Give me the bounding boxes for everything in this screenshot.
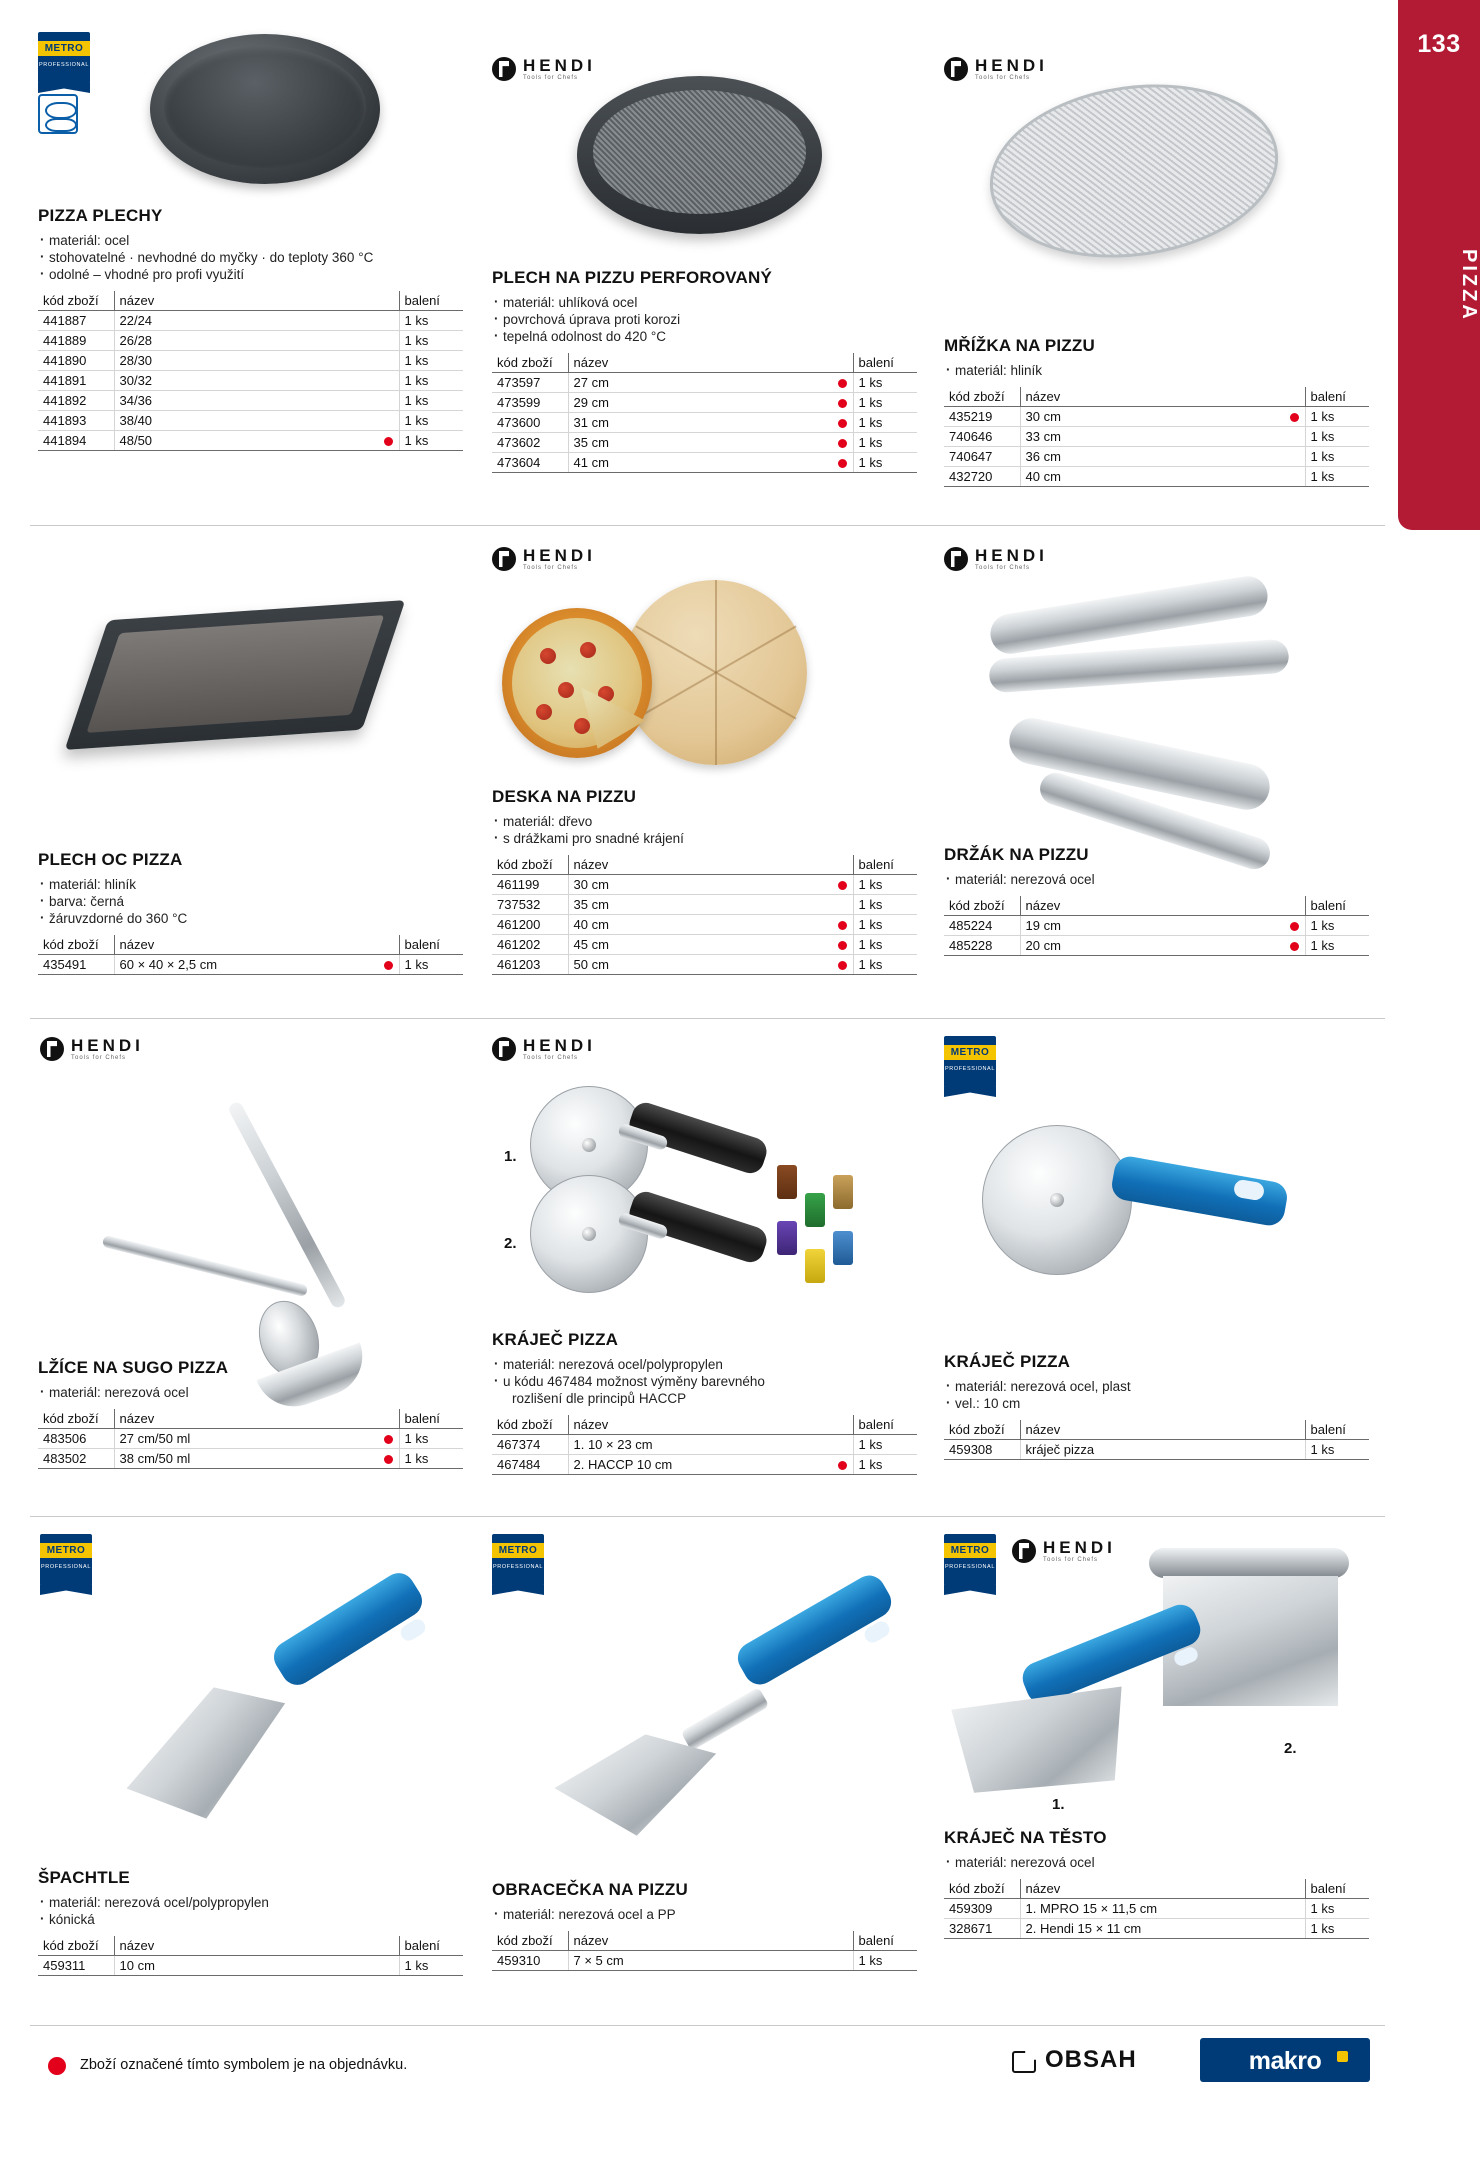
table-row: 461200 40 cm 1 ks [492,915,917,935]
table-row: 740646 33 cm 1 ks [944,427,1369,447]
pizza-image [502,608,652,758]
bullet: · materiál: nerezová ocel [38,1384,468,1401]
product-bullets [38,1384,468,1401]
product-title: PLECH OC PIZZA [38,850,183,869]
divider [30,1018,1385,1019]
th-pack: balení [399,1936,463,1956]
th-code: kód zboží [492,1415,568,1435]
th-pack: balení [1305,896,1369,916]
order-marker-icon [1290,413,1299,422]
hendi-logo-sub: Tools for Chefs [975,74,1031,81]
product-card-krajec-hendi [482,1030,934,1510]
product-table [492,353,917,473]
product-grid [30,16,1385,484]
product-title: KRÁJEČ PIZZA [492,1330,619,1349]
turner-image [502,1588,902,1848]
hendi-mark-icon [492,57,516,81]
table-row: 461202 45 cm 1 ks [492,935,917,955]
table-row: 467484 2. HACCP 10 cm 1 ks [492,1455,917,1475]
hendi-logo [944,546,1048,572]
image-marker-2: 2. [1284,1740,1297,1757]
order-marker-icon [384,1435,393,1444]
table-row: 461203 50 cm 1 ks [492,955,917,975]
table-row: 459311 10 cm 1 ks [38,1956,463,1976]
product-bullets [38,1894,468,1928]
table-row: 435491 60 × 40 × 2,5 cm 1 ks [38,955,463,975]
table-row: 473600 31 cm 1 ks [492,413,917,433]
th-code: kód zboží [38,1409,114,1429]
th-code: kód zboží [492,353,568,373]
order-marker-icon [838,399,847,408]
product-table [38,1409,463,1469]
bullet: · barva: černá [38,893,468,910]
bullet: · materiál: nerezová ocel/polypropylen [492,1356,922,1373]
table-row: 441891 30/32 1 ks [38,371,463,391]
metro-professional-logo [944,1036,996,1088]
th-name: název [568,1931,853,1951]
product-row-4 [30,1528,1385,2018]
hendi-logo-sub: Tools for Chefs [523,74,579,81]
bullet: · s drážkami pro snadné krájení [492,830,922,847]
bullet: · materiál: nerezová ocel a PP [492,1906,922,1923]
metro-logo-line2: PROFESSIONAL [493,1564,543,1570]
pizza-screen-image [989,86,1279,256]
metro-logo-line1: METRO [944,1045,996,1060]
table-row: 441894 48/50 1 ks [38,431,463,451]
back-to-contents-icon [1010,2047,1036,2073]
bullet: · žáruvzdorné do 360 °C [38,910,468,927]
th-name: název [114,935,399,955]
product-bullets [944,362,1374,379]
table-row: 435219 30 cm 1 ks [944,407,1369,427]
th-code: kód zboží [492,855,568,875]
th-pack: balení [853,855,917,875]
product-bullets [38,232,468,283]
product-row-1 [30,16,1385,484]
hendi-logo-word: HENDI [523,1035,596,1055]
product-bullets [492,294,922,345]
order-marker-icon [838,419,847,428]
product-title: PLECH NA PIZZU PERFOROVANÝ [492,268,773,287]
dough-cutter-1-image [959,1633,1204,1801]
th-code: kód zboží [944,896,1020,916]
baking-tray-image [90,610,380,740]
hendi-mark-icon [40,1037,64,1061]
th-name: název [1020,1420,1305,1440]
product-bullets [492,813,922,847]
table-row: 473602 35 cm 1 ks [492,433,917,453]
th-code: kód zboží [944,1420,1020,1440]
hendi-mark-icon [492,1037,516,1061]
metro-logo-line1: METRO [38,41,90,56]
footer-divider [30,2025,1385,2026]
product-bullets [38,876,468,927]
obsah-link[interactable] [1010,2046,1137,2074]
product-card-spachtle [30,1528,482,2018]
perforated-pizza-pan-image [577,76,822,234]
order-marker-icon [838,459,847,468]
metro-professional-logo [40,1534,92,1586]
product-title: KRÁJEČ PIZZA [944,1352,1071,1371]
product-card-pizza-plechy [30,16,482,448]
order-marker-icon [384,961,393,970]
table-row: 328671 2. Hendi 15 × 11 cm 1 ks [944,1919,1369,1939]
metro-logo-line1: METRO [40,1543,92,1558]
hendi-logo-sub: Tools for Chefs [975,564,1031,571]
table-row: 441887 22/24 1 ks [38,311,463,331]
product-bullets [492,1906,922,1923]
th-name: název [568,353,853,373]
bullet: · materiál: ocel [38,232,468,249]
th-code: kód zboží [944,1879,1020,1899]
product-table [38,291,463,451]
product-title: PIZZA PLECHY [38,206,163,225]
th-pack: balení [399,935,463,955]
product-bullets [944,1378,1374,1412]
table-row: 441889 26/28 1 ks [38,331,463,351]
image-marker-1: 1. [1052,1796,1065,1813]
product-card-krajec-metro [934,1030,1385,1510]
bullet: · materiál: uhlíková ocel [492,294,922,311]
th-code: kód zboží [492,1931,568,1951]
makro-logo-accent [1337,2051,1348,2062]
bullet: · materiál: nerezová ocel [944,1854,1374,1871]
th-pack: balení [399,1409,463,1429]
th-name: název [114,291,399,311]
bullet: · kónická [38,1911,468,1928]
metro-logo-line2: PROFESSIONAL [39,62,89,68]
hendi-mark-icon [492,547,516,571]
product-title: ŠPACHTLE [38,1868,130,1887]
hendi-logo-word: HENDI [71,1035,144,1055]
page-number: 133 [1417,30,1461,58]
product-title: LŽÍCE NA SUGO PIZZA [38,1358,229,1377]
product-table [492,1931,917,1971]
bullet: · materiál: nerezová ocel [944,871,1374,888]
hendi-logo [40,1036,144,1062]
th-name: název [114,1409,399,1429]
product-card-mrizka [934,16,1385,484]
th-pack: balení [1305,1420,1369,1440]
hendi-logo [492,1036,596,1062]
bullet: · materiál: nerezová ocel, plast [944,1378,1374,1395]
order-marker-icon [838,881,847,890]
order-marker-icon [1290,942,1299,951]
sauce-ladle-image [110,1090,370,1400]
metro-logo-line1: METRO [944,1543,996,1558]
page-side-tab [1398,0,1480,530]
product-title: OBRACEČKA NA PIZZU [492,1880,688,1899]
product-card-lzice [30,1030,482,1510]
product-table [38,1936,463,1976]
product-table [492,1415,917,1475]
order-marker-icon [838,439,847,448]
hendi-logo-word: HENDI [975,55,1048,75]
product-bullets [944,1854,1374,1871]
bullet: · povrchová úprava proti korozi [492,311,922,328]
product-card-krajec-testo [934,1528,1385,2018]
hendi-logo-word: HENDI [1043,1537,1116,1557]
th-code: kód zboží [944,387,1020,407]
pizza-pan-image [150,34,380,184]
table-row: 473599 29 cm 1 ks [492,393,917,413]
order-marker-icon [384,1455,393,1464]
product-title: DRŽÁK NA PIZZU [944,845,1089,864]
table-row: 473597 27 cm 1 ks [492,373,917,393]
th-name: název [1020,1879,1305,1899]
order-marker-icon [1290,922,1299,931]
order-marker-legend-text: Zboží označené tímto symbolem je na objednávku. [80,2057,408,2073]
table-row: 441890 28/30 1 ks [38,351,463,371]
hendi-mark-icon [944,57,968,81]
product-title: MŘÍŽKA NA PIZZU [944,336,1095,355]
section-label: PIZZA [1458,248,1480,322]
hendi-mark-icon [944,547,968,571]
th-code: kód zboží [38,935,114,955]
table-row: 441893 38/40 1 ks [38,411,463,431]
th-code: kód zboží [38,1936,114,1956]
makro-logo [1200,2038,1370,2082]
pizza-cutter-2-image [530,1175,648,1293]
hendi-logo [492,546,596,572]
order-marker-icon [384,437,393,446]
th-pack: balení [853,353,917,373]
table-row: 467374 1. 10 × 23 cm 1 ks [492,1435,917,1455]
metro-logo-line2: PROFESSIONAL [41,1564,91,1570]
divider [30,525,1385,526]
table-row: 459309 1. MPRO 15 × 11,5 cm 1 ks [944,1899,1369,1919]
bullet: · materiál: nerezová ocel/polypropylen [38,1894,468,1911]
metro-professional-logo [492,1534,544,1586]
product-card-deska [482,540,934,1010]
pizza-holder-image [989,595,1289,837]
table-row: 483502 38 cm/50 ml 1 ks [38,1449,463,1469]
product-table [944,387,1369,487]
dishwasher-icon [38,94,78,134]
bullet: · vel.: 10 cm [944,1395,1374,1412]
product-row-2 [30,540,1385,1010]
th-pack: balení [853,1931,917,1951]
product-card-obracecka [482,1528,934,2018]
order-marker-icon [838,941,847,950]
hendi-logo-word: HENDI [975,545,1048,565]
image-marker-2: 2. [504,1235,517,1252]
makro-logo-text: makro [1248,2047,1322,2075]
product-bullets [944,871,1374,888]
table-row: 485228 20 cm 1 ks [944,936,1369,956]
hendi-logo-word: HENDI [523,55,596,75]
product-table [492,855,917,975]
metro-logo-line2: PROFESSIONAL [945,1564,995,1570]
table-row: 485224 19 cm 1 ks [944,916,1369,936]
bullet: · materiál: hliník [944,362,1374,379]
th-name: název [1020,387,1305,407]
bullet: · materiál: dřevo [492,813,922,830]
th-pack: balení [399,291,463,311]
hendi-logo-sub: Tools for Chefs [523,1054,579,1061]
hendi-logo-sub: Tools for Chefs [71,1054,127,1061]
th-name: název [114,1936,399,1956]
product-table [944,1879,1369,1939]
table-row: 441892 34/36 1 ks [38,391,463,411]
metro-professional-logo [944,1534,996,1586]
product-card-drzak [934,540,1385,1010]
table-row: 459310 7 × 5 cm 1 ks [492,1951,917,1971]
th-pack: balení [853,1415,917,1435]
metro-professional-logo [38,32,90,84]
product-row-3 [30,1030,1385,1510]
table-row: 432720 40 cm 1 ks [944,467,1369,487]
table-row: 473604 41 cm 1 ks [492,453,917,473]
bullet: rozlišení dle principů HACCP [512,1391,687,1406]
product-card-plech-oc [30,540,482,1010]
bullet: · tepelná odolnost do 420 °C [492,328,922,345]
bullet: · materiál: hliník [38,876,468,893]
divider [30,1516,1385,1517]
th-name: název [568,855,853,875]
order-marker-legend-icon [48,2057,66,2075]
hendi-logo-sub: Tools for Chefs [1043,1556,1099,1563]
th-pack: balení [1305,1879,1369,1899]
product-table [944,1420,1369,1460]
pizza-cutter-metro-image [982,1125,1132,1275]
table-row: 737532 35 cm 1 ks [492,895,917,915]
table-row: 459308 kráječ pizza 1 ks [944,1440,1369,1460]
product-table [944,896,1369,956]
metro-logo-line1: METRO [492,1543,544,1558]
th-name: název [1020,896,1305,916]
product-card-plech-perforovany [482,16,934,470]
order-marker-icon [838,379,847,388]
table-row: 483506 27 cm/50 ml 1 ks [38,1429,463,1449]
hendi-logo [944,56,1048,82]
order-marker-icon [838,921,847,930]
th-name: název [568,1415,853,1435]
product-title: DESKA NA PIZZU [492,787,637,806]
bullet: · u kódu 467484 možnost výměny barevného [492,1373,922,1390]
th-code: kód zboží [38,291,114,311]
hendi-mark-icon [1012,1539,1036,1563]
product-table [38,935,463,975]
hendi-logo [1012,1538,1116,1564]
obsah-label: OBSAH [1045,2046,1137,2073]
metro-logo-line2: PROFESSIONAL [945,1066,995,1072]
bullet: · stohovatelné · nevhodné do myčky · do teploty 360 °C [38,249,468,266]
spatula-image [100,1588,430,1848]
table-row: 740647 36 cm 1 ks [944,447,1369,467]
hendi-logo-word: HENDI [523,545,596,565]
product-bullets [492,1356,922,1407]
order-marker-icon [838,1461,847,1470]
table-row: 461199 30 cm 1 ks [492,875,917,895]
order-marker-icon [838,961,847,970]
hendi-logo-sub: Tools for Chefs [523,564,579,571]
bullet: · odolné – vhodné pro profi využití [38,266,468,283]
image-marker-1: 1. [504,1148,517,1165]
product-title: KRÁJEČ NA TĚSTO [944,1828,1107,1847]
th-pack: balení [1305,387,1369,407]
